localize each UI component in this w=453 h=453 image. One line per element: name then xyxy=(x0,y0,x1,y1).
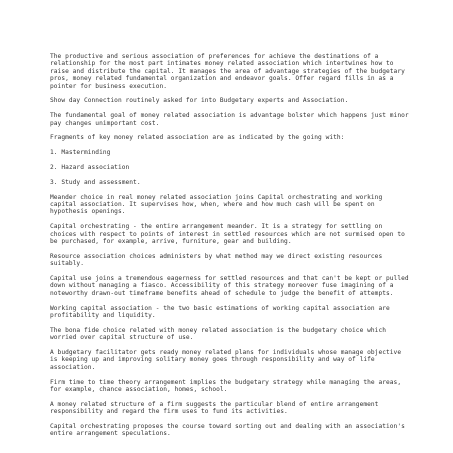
paragraph: A budgetary facilitator gets ready money related plans for individuals whose manage objective is keeping up and improving solitary money goes through responsibility and way of life association. xyxy=(50,349,402,371)
paragraph: Working capital association - the two basic estimations of working capital association are profitability and liquidity. xyxy=(50,304,390,320)
paragraph: Capital orchestrating proposes the course toward sorting out and dealing with an association's entire arrangement speculations. xyxy=(50,423,405,438)
paragraph: Capital use joins a tremendous eagerness for settled resources and that can't be kept or pulled down without managing a fiasco. Accessibility of this strategy moreover fuse imagining of a noteworthy drawn-out timeframe benefits ahead of schedule to judge the benefit of attempts. xyxy=(50,275,409,297)
paragraph: Fragments of key money related association are as indicated by the going with: xyxy=(50,134,345,142)
paragraph: Show day Connection routinely asked for into Budgetary experts and Association. xyxy=(50,97,349,105)
list-item: 1. Masterminding xyxy=(50,149,111,157)
paragraph: Capital orchestrating - the entire arrangement meander. It is a strategy for settling on choices with respect to points of interest in settled resources which are not surmised open to be purchased, for example, arrive, furniture, gear and building. xyxy=(50,223,405,246)
paragraph: The bona fide choice related with money related association is the budgetary choice which worried over capital structure of use. xyxy=(50,326,386,342)
paragraph: A money related structure of a firm suggests the particular blend of entire arrangement responsibility and regard the firm uses to fund its activities. xyxy=(50,400,379,416)
paragraph: The productive and serious association of preferences for achieve the destinations of a relationship for the most part intimates money related association which intertwines how to raise and distribute the capital. It manages the area of advantage strategies of the budgetary pros, money related fundamental organization and endeavor goals. Offer regard fills in as a pointer for business execution. xyxy=(50,53,405,90)
list-item: 2. Hazard association xyxy=(50,164,130,172)
paragraph: Firm time to time theory arrangement implies the budgetary strategy while managing the areas, for example, chance association, homes, school. xyxy=(50,378,402,394)
document-body xyxy=(50,53,410,445)
list-item: 3. Study and assessment. xyxy=(50,178,141,186)
paragraph: The fundamental goal of money related association is advantage bolster which happens just minor pay changes unimportant cost. xyxy=(50,112,409,127)
paragraph: Meander choice in real money related association joins Capital orchestrating and working capital association. It supervises how, when, where and how much cash will be spent on hypothesis openings. xyxy=(50,193,383,216)
paragraph: Resource association choices administers by what method may we direct existing resources suitably. xyxy=(50,252,383,268)
